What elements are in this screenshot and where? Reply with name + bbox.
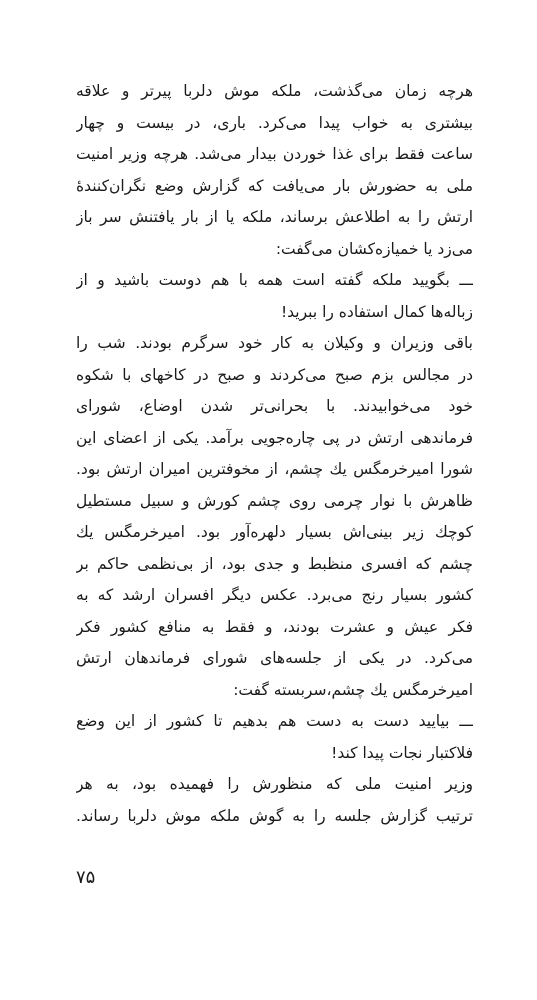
text-line: باقی وزیران و وکیلان به کار خود سرگرم بودند. شب را [76,334,473,352]
text-line: وزیر امنیت ملی که منظورش را فهمیده بود، به هر [76,775,473,793]
text-line: ترتیب گزارش جلسه را به گوش ملکه موش دلربا رساند. [76,806,473,825]
text-line: می‌زد یا خمیازه‌کشان می‌گفت: [275,239,473,258]
text-line: شورا امیرخرمگس یك چشم، از مخوفترین امیران ارتش بود. [76,460,473,478]
text-line: بیشتری به خواب پیدا می‌کرد. باری، در بیست و چهار [76,113,473,132]
page-number: ۷۵ [76,867,96,888]
text-line: فلاکتبار نجات پیدا کند! [331,743,473,762]
text-line: فکر عیش و عشرت بودند، و فقط به منافع کشور فکر [76,617,473,636]
text-line: هرچه زمان می‌گذشت، ملکه موش دلربا پیرتر و علاقه [76,82,473,100]
text-line: ـــ بگویید ملکه گفته است همه با هم دوست باشید و از [76,271,473,289]
page-text [76,76,473,832]
text-line: ظاهرش با نوار چرمی روی چشم کورش و سبیل مستطیل [76,491,473,510]
text-line: ملی به حضورش بار می‌یافت که گزارش وضع نگران‌کنندهٔ [76,176,473,195]
text-line: ساعت فقط برای غذا خوردن بیدار می‌شد. هرچه وزیر امنیت [76,145,473,163]
text-line: خود می‌خوابیدند. با بحرانی‌تر شدن اوضاع، شورای [76,397,473,415]
text-line: در مجالس بزم صبح می‌کردند و صبح در کاخهای با شکوه [76,365,473,384]
text-line: کشور بسیار رنج می‌برد. عکس دیگر افسران ارشد که به [76,586,473,604]
text-line: زباله‌ها کمال استفاده را ببرید! [280,302,473,321]
text-line: چشم که افسری منظبط و جدی بود، از بی‌نظمی حاکم بر [76,554,473,573]
text-line: ارتش را به اطلاعش برساند، ملکه یا از بار یافتنش سر باز [76,208,473,226]
text-line: کوچك زیر بینی‌اش بسیار دلهره‌آور بود. امیرخرمگس یك [76,523,473,541]
text-line: امیرخرمگس یك چشم،سربسته گفت: [233,680,473,699]
text-line: ـــ بیایید دست به دست هم بدهیم تا کشور از این وضع [76,712,473,730]
text-line: می‌کرد. در یکی از جلسه‌های شورای فرماندهان ارتش [76,649,473,667]
text-line: فرماندهی ارتش در پی چاره‌جویی برآمد. یکی از اعضای این [76,428,473,447]
